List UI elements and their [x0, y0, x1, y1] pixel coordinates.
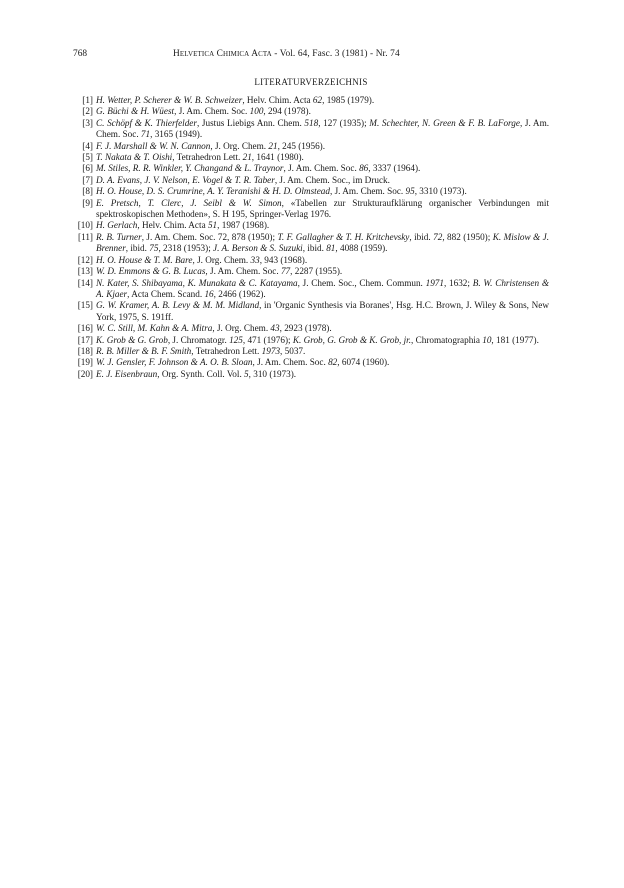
reference-number: [20] — [77, 368, 93, 379]
reference-plain-part: , Helv. Chim. Acta — [137, 220, 208, 231]
reference-plain-part: , ibid. — [125, 243, 150, 254]
reference-plain-part: , 6074 (1960). — [337, 357, 390, 368]
reference-number: [9] — [82, 197, 93, 208]
reference-text — [96, 278, 549, 301]
reference-italic-part: 71 — [140, 129, 151, 140]
reference-plain-part: , J. Am. Chem. Soc., im Druck. — [274, 174, 390, 185]
reference-italic-part: H. O. House, D. S. Crumrine, A. Y. Teranishi & H. D. Olmstead — [96, 186, 330, 197]
reference-number: [4] — [82, 140, 93, 151]
reference-plain-part: , J. Chromatogr. — [167, 334, 230, 345]
reference-italic-part: H. O. House & T. M. Bare — [96, 254, 193, 265]
reference-plain-part: , 3165 (1949). — [150, 129, 203, 140]
reference-italic-part: 81 — [326, 243, 336, 254]
reference-text — [96, 106, 549, 117]
reference-text — [96, 175, 549, 186]
reference-number: [3] — [82, 117, 93, 128]
reference-italic-part: E. Pretsch, T. Clerc, J. Seibl & W. Simon — [96, 197, 282, 208]
reference-plain-part: , J. Am. Chem. Soc. — [174, 106, 250, 117]
reference-text — [96, 118, 549, 141]
reference-plain-part: , 310 (1973). — [248, 368, 297, 379]
reference-plain-part: , J. Org. Chem. — [210, 140, 269, 151]
reference-item — [73, 255, 549, 266]
reference-italic-part: N. Kater, S. Shibayama, K. Munakata & C. Katayama — [96, 277, 298, 288]
reference-plain-part: , Justus Liebigs Ann. Chem. — [196, 117, 305, 128]
reference-italic-part: R. B. Miller & B. F. Smith — [96, 345, 192, 356]
reference-italic-part: 5 — [244, 368, 249, 379]
reference-text — [96, 186, 549, 197]
reference-text — [96, 220, 549, 231]
reference-italic-part: T. F. Gallagher & T. H. Kritchevsky — [277, 231, 410, 242]
reference-plain-part: , 2318 (1953); — [158, 243, 214, 254]
reference-plain-part: , 2466 (1962). — [213, 288, 266, 299]
reference-italic-part: 95 — [405, 186, 415, 197]
reference-text — [96, 232, 549, 255]
reference-italic-part: 82 — [328, 357, 338, 368]
reference-plain-part: , 3310 (1973). — [414, 186, 467, 197]
reference-italic-part: H. Wetter, P. Scherer & W. B. Schweizer — [96, 95, 243, 105]
reference-plain-part: , 1985 (1979). — [322, 95, 375, 105]
reference-italic-part: 62 — [312, 95, 323, 105]
reference-italic-part: H. Gerlach — [96, 220, 138, 231]
reference-number: [13] — [77, 266, 93, 277]
reference-plain-part: , 2287 (1955). — [290, 266, 343, 277]
reference-plain-part: , 1641 (1980). — [251, 152, 304, 163]
section-title: LITERATURVERZEICHNIS — [254, 77, 368, 87]
page-number: 768 — [73, 49, 88, 59]
reference-number: [16] — [77, 323, 93, 334]
reference-plain-part: , Helv. Chim. Acta — [242, 95, 313, 105]
reference-plain-part: , 1632; — [443, 277, 473, 288]
reference-italic-part: 16 — [204, 288, 214, 299]
reference-italic-part: B. W. Christensen & A. Kjaer — [96, 277, 549, 299]
running-header — [73, 49, 549, 63]
reference-item — [73, 175, 549, 186]
reference-plain-part: , 127 (1935); — [318, 117, 370, 128]
reference-plain-part: , J. Am. Chem. Soc. — [329, 186, 406, 197]
reference-item — [73, 220, 549, 231]
running-head — [173, 49, 400, 59]
reference-item — [73, 95, 549, 106]
reference-plain-part: , 2923 (1978). — [279, 323, 332, 334]
reference-plain-part: , 245 (1956). — [277, 140, 326, 151]
reference-plain-part: , Tetrahedron Lett. — [191, 345, 262, 356]
reference-number: [11] — [78, 231, 93, 242]
reference-italic-part: M. Stiles, R. R. Winkler, Y. Changand & L. Traynor — [96, 163, 284, 174]
reference-plain-part: , 1987 (1968). — [217, 220, 270, 231]
reference-text — [96, 163, 549, 174]
reference-italic-part: M. Schechter, N. Green & F. B. LaForge — [369, 117, 520, 128]
reference-italic-part: 21 — [268, 140, 278, 151]
reference-plain-part: , J. Am. Chem. Soc. — [96, 117, 550, 140]
reference-italic-part: 518 — [304, 117, 319, 128]
reference-number: [6] — [82, 163, 93, 174]
reference-italic-part: 75 — [149, 243, 159, 254]
reference-number: [17] — [77, 334, 93, 345]
reference-text — [96, 255, 549, 266]
reference-italic-part: G. W. Kramer, A. B. Levy & M. M. Midland — [96, 300, 260, 311]
reference-italic-part: 72 — [433, 231, 443, 242]
reference-italic-part: 43 — [270, 323, 280, 334]
volume-info: - Vol. 64, Fasc. 3 (1981) - Nr. 74 — [271, 49, 400, 59]
reference-item — [73, 335, 549, 346]
reference-plain-part: , 943 (1968). — [259, 254, 308, 265]
reference-text — [96, 95, 549, 106]
reference-item — [73, 300, 549, 323]
reference-italic-part: 125 — [229, 334, 243, 345]
reference-plain-part: , ibid. — [302, 243, 327, 254]
reference-plain-part: , J. Am. Chem. Soc. — [283, 163, 360, 174]
reference-plain-part: , Chromatographia — [411, 334, 483, 345]
reference-italic-part: J. A. Berson & S. Suzuki — [213, 243, 303, 254]
reference-number: [1] — [82, 95, 93, 105]
reference-number: [7] — [82, 174, 93, 185]
reference-italic-part: W. J. Gensler, F. Johnson & A. O. B. Sloan — [96, 357, 253, 368]
reference-item — [73, 346, 549, 357]
reference-italic-part: K. Grob & G. Grob — [96, 334, 168, 345]
journal-name: Helvetica Chimica Acta — [173, 49, 272, 59]
reference-plain-part: , 3337 (1964). — [368, 163, 421, 174]
reference-italic-part: 10 — [482, 334, 492, 345]
reference-text — [96, 335, 549, 346]
reference-italic-part: 1973 — [261, 345, 281, 356]
reference-text — [96, 266, 549, 277]
reference-plain-part: , ibid. — [409, 231, 434, 242]
reference-item — [73, 232, 549, 255]
reference-italic-part: D. A. Evans, J. V. Nelson, E. Vogel & T. R. Taber — [96, 174, 275, 185]
reference-plain-part: , 471 (1976); — [242, 334, 293, 345]
reference-number: [19] — [77, 357, 93, 368]
reference-item — [73, 266, 549, 277]
reference-text — [96, 300, 549, 323]
reference-plain-part: , 294 (1978). — [263, 106, 311, 117]
reference-item — [73, 152, 549, 163]
reference-plain-part: , 882 (1950); — [442, 231, 493, 242]
reference-italic-part: E. J. Eisenbraun — [96, 368, 158, 379]
reference-item — [73, 141, 549, 152]
reference-italic-part: W. D. Emmons & G. B. Lucas — [96, 266, 206, 277]
reference-italic-part: W. C. Still, M. Kahn & A. Mitra — [96, 323, 213, 334]
reference-plain-part: , Acta Chem. Scand. — [127, 288, 205, 299]
reference-item — [73, 369, 549, 380]
reference-number: [14] — [77, 277, 93, 288]
reference-italic-part: 86 — [359, 163, 369, 174]
reference-text — [96, 141, 549, 152]
reference-list — [73, 95, 549, 380]
reference-number: [18] — [77, 345, 93, 356]
reference-italic-part: F. J. Marshall & W. N. Cannon — [96, 140, 211, 151]
reference-plain-part: , 4088 (1959). — [335, 243, 388, 254]
reference-item — [73, 357, 549, 368]
reference-item — [73, 118, 549, 141]
reference-italic-part: R. B. Turner — [96, 231, 142, 242]
reference-italic-part: C. Schöpf & K. Thierfelder — [96, 117, 197, 128]
reference-plain-part: , J. Am. Chem. Soc. 72, 878 (1950); — [141, 231, 278, 242]
reference-number: [2] — [82, 106, 93, 117]
reference-italic-part: K. Mislow & J. Brenner — [96, 231, 549, 254]
reference-plain-part: , J. Am. Chem. Soc. — [205, 266, 281, 277]
reference-item — [73, 106, 549, 117]
reference-italic-part: 1971 — [425, 277, 444, 288]
reference-text — [96, 357, 549, 368]
reference-italic-part: G. Büchi & H. Wüest — [96, 106, 175, 117]
reference-text — [96, 323, 549, 334]
reference-plain-part: , 5037. — [280, 345, 306, 356]
reference-italic-part: 100 — [249, 106, 264, 117]
reference-item — [73, 278, 549, 301]
reference-plain-part: , 181 (1977). — [491, 334, 539, 345]
reference-plain-part: , J. Chem. Soc., Chem. Commun. — [297, 277, 426, 288]
reference-number: [15] — [77, 300, 93, 311]
reference-plain-part: , Org. Synth. Coll. Vol. — [157, 368, 245, 379]
reference-plain-part: , Tetrahedron Lett. — [172, 152, 243, 163]
reference-italic-part: 21 — [242, 152, 252, 163]
reference-italic-part: K. Grob, G. Grob & K. Grob, jr. — [292, 334, 412, 345]
reference-plain-part: , J. Org. Chem. — [192, 254, 251, 265]
reference-number: [10] — [77, 220, 93, 231]
reference-plain-part: , «Tabellen zur Strukturaufklärung organischer Verbindungen mit spektroskopischen Methoden», S. H 195, Springer-Verlag 1976. — [96, 197, 549, 220]
reference-item — [73, 163, 549, 174]
reference-text — [96, 346, 549, 357]
reference-item — [73, 198, 549, 221]
reference-italic-part: 77 — [280, 266, 291, 277]
reference-plain-part: , J. Org. Chem. — [212, 323, 271, 334]
reference-plain-part: , J. Am. Chem. Soc. — [252, 357, 329, 368]
reference-italic-part: T. Nakata & T. Oishi — [96, 152, 173, 163]
reference-italic-part: 33 — [250, 254, 260, 265]
reference-text — [96, 198, 549, 221]
reference-item — [73, 323, 549, 334]
reference-plain-part: , in 'Organic Synthesis via Boranes', Hsg. H.C. Brown, J. Wiley & Sons, New York, 1975, S. 191ff. — [96, 300, 549, 322]
reference-number: [12] — [77, 254, 93, 265]
reference-text — [96, 152, 549, 163]
reference-item — [73, 186, 549, 197]
reference-italic-part: 51 — [207, 220, 218, 231]
reference-text — [96, 369, 549, 380]
reference-number: [5] — [82, 152, 93, 163]
reference-number: [8] — [82, 186, 93, 197]
